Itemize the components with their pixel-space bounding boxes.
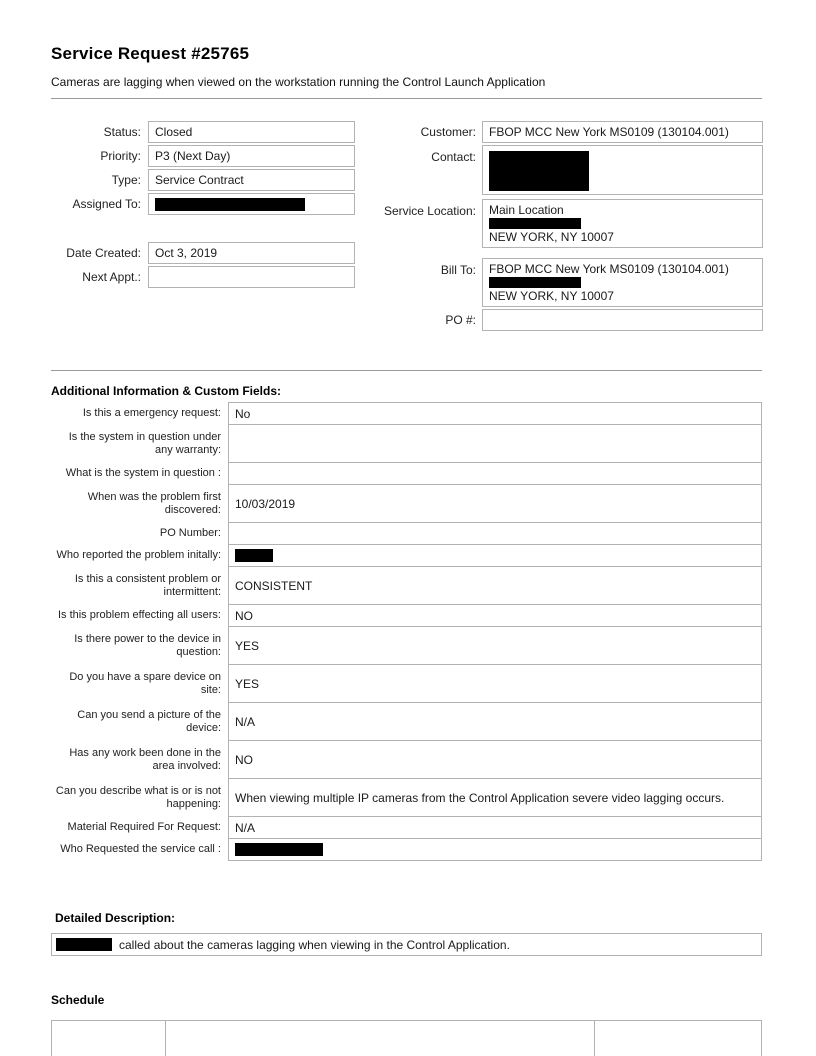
summary-section <box>51 121 762 333</box>
field-label: Is this a consistent problem or intermittent: <box>74 572 221 598</box>
field-value-text: YES <box>235 638 260 653</box>
field-value-text: CONSISTENT <box>235 578 313 593</box>
additional-info-heading: Additional Information & Custom Fields: <box>51 384 281 398</box>
bill-to-value <box>482 258 763 307</box>
redacted-text <box>235 843 323 856</box>
detailed-description-box <box>51 933 762 956</box>
field-service-location <box>378 199 763 248</box>
field-value <box>228 664 762 703</box>
contact-value <box>482 145 763 195</box>
service-location-label: Service Location: <box>383 204 476 218</box>
field-po-number <box>378 309 763 331</box>
status-value-text: Closed <box>155 125 193 139</box>
redacted-text <box>56 938 112 951</box>
redacted-text <box>489 277 581 288</box>
detailed-description-text: called about the cameras lagging when viewing in the Control Application. <box>119 937 510 952</box>
row-picture-of-device <box>51 702 762 741</box>
row-effecting-all-users <box>51 604 762 627</box>
service-location-line1: Main Location <box>489 203 564 217</box>
row-spare-device <box>51 664 762 703</box>
field-value <box>228 740 762 779</box>
field-label: Is there power to the device in question: <box>74 632 221 658</box>
schedule-column-3 <box>595 1021 761 1056</box>
field-status <box>51 121 355 143</box>
field-value <box>228 778 762 817</box>
field-value <box>228 544 762 567</box>
schedule-column-2 <box>166 1021 595 1056</box>
page-title: Service Request #25765 <box>51 44 250 63</box>
field-value <box>228 702 762 741</box>
field-contact <box>378 145 763 195</box>
field-assigned-to <box>51 193 355 215</box>
priority-label: Priority: <box>100 149 141 163</box>
field-bill-to <box>378 258 763 307</box>
field-value <box>228 484 762 523</box>
field-label: Can you send a picture of the device: <box>77 708 221 734</box>
field-priority <box>51 145 355 167</box>
next-appt-value <box>148 266 355 288</box>
priority-value-text: P3 (Next Day) <box>155 149 231 163</box>
field-value <box>228 424 762 463</box>
row-describe-happening <box>51 778 762 817</box>
row-consistent-or-intermittent <box>51 566 762 605</box>
next-appt-label: Next Appt.: <box>82 270 141 284</box>
row-power-to-device <box>51 626 762 665</box>
service-location-value <box>482 199 763 248</box>
schedule-heading: Schedule <box>51 993 105 1007</box>
row-problem-first-discovered <box>51 484 762 523</box>
field-type <box>51 169 355 191</box>
redacted-block <box>489 151 589 191</box>
bill-to-line3: NEW YORK, NY 10007 <box>489 289 614 303</box>
detailed-description-heading: Detailed Description: <box>55 911 176 925</box>
field-label: Who reported the problem initally: <box>56 549 221 561</box>
field-customer <box>378 121 763 143</box>
row-material-required <box>51 816 762 839</box>
row-work-done-in-area <box>51 740 762 779</box>
po-number-value <box>482 309 763 331</box>
row-who-requested <box>51 838 762 861</box>
field-label: Is this problem effecting all users: <box>57 609 221 621</box>
field-value <box>228 522 762 545</box>
field-value-text: No <box>235 406 251 421</box>
po-number-label: PO #: <box>445 313 476 327</box>
field-label: When was the problem first discovered: <box>87 490 221 516</box>
request-summary-text: Cameras are lagging when viewed on the workstation running the Control Launch Application <box>51 75 546 89</box>
summary-left-column <box>51 121 355 290</box>
schedule-column-1 <box>52 1021 166 1056</box>
spacer <box>51 217 355 242</box>
customer-label: Customer: <box>420 125 476 139</box>
field-value <box>228 816 762 839</box>
status-label: Status: <box>103 125 141 139</box>
type-label: Type: <box>111 173 141 187</box>
date-created-value-text: Oct 3, 2019 <box>155 246 218 260</box>
field-label: What is the system in question : <box>65 467 221 479</box>
bill-to-label: Bill To: <box>440 263 476 277</box>
field-date-created <box>51 242 355 264</box>
field-label: Material Required For Request: <box>67 821 221 833</box>
field-label: Is the system in question under any warranty: <box>68 430 221 456</box>
customer-value <box>482 121 763 143</box>
field-value <box>228 402 762 425</box>
bill-to-line1: FBOP MCC New York MS0109 (130104.001) <box>489 262 729 276</box>
field-label: Has any work been done in the area involved: <box>69 746 221 772</box>
assigned-to-value <box>148 193 355 215</box>
field-label: Do you have a spare device on site: <box>69 670 221 696</box>
field-label: Can you describe what is or is not happening: <box>55 784 221 810</box>
field-value <box>228 626 762 665</box>
field-label: Is this a emergency request: <box>82 407 221 419</box>
redacted-text <box>489 218 581 229</box>
field-value <box>228 604 762 627</box>
date-created-value <box>148 242 355 264</box>
field-value-text: NO <box>235 608 253 623</box>
field-value-text: NO <box>235 752 253 767</box>
field-label: PO Number: <box>159 527 221 539</box>
field-label: Who Requested the service call : <box>60 843 221 855</box>
field-next-appt <box>51 266 355 288</box>
priority-value <box>148 145 355 167</box>
row-po-number <box>51 522 762 545</box>
field-value-text: 10/03/2019 <box>235 496 296 511</box>
divider-middle <box>51 370 762 371</box>
customer-value-text: FBOP MCC New York MS0109 (130104.001) <box>489 125 729 139</box>
field-value-text: N/A <box>235 714 256 729</box>
redacted-text <box>155 198 305 211</box>
date-created-label: Date Created: <box>66 246 141 260</box>
service-location-line3: NEW YORK, NY 10007 <box>489 230 614 244</box>
row-who-reported <box>51 544 762 567</box>
assigned-to-label: Assigned To: <box>72 197 141 211</box>
additional-info-table <box>51 402 762 861</box>
field-value-text: N/A <box>235 820 256 835</box>
field-value-text: When viewing multiple IP cameras from the Control Application severe video lagging occurs. <box>235 790 725 805</box>
row-emergency-request <box>51 402 762 425</box>
type-value-text: Service Contract <box>155 173 244 187</box>
field-value <box>228 462 762 485</box>
field-value <box>228 566 762 605</box>
contact-label: Contact: <box>431 150 476 164</box>
field-value <box>228 838 762 861</box>
summary-right-column <box>378 121 763 333</box>
type-value <box>148 169 355 191</box>
redacted-text <box>235 549 273 562</box>
field-value-text: YES <box>235 676 260 691</box>
status-value <box>148 121 355 143</box>
divider-top <box>51 98 762 99</box>
row-system-in-question <box>51 462 762 485</box>
row-warranty <box>51 424 762 463</box>
schedule-table <box>51 1020 762 1056</box>
